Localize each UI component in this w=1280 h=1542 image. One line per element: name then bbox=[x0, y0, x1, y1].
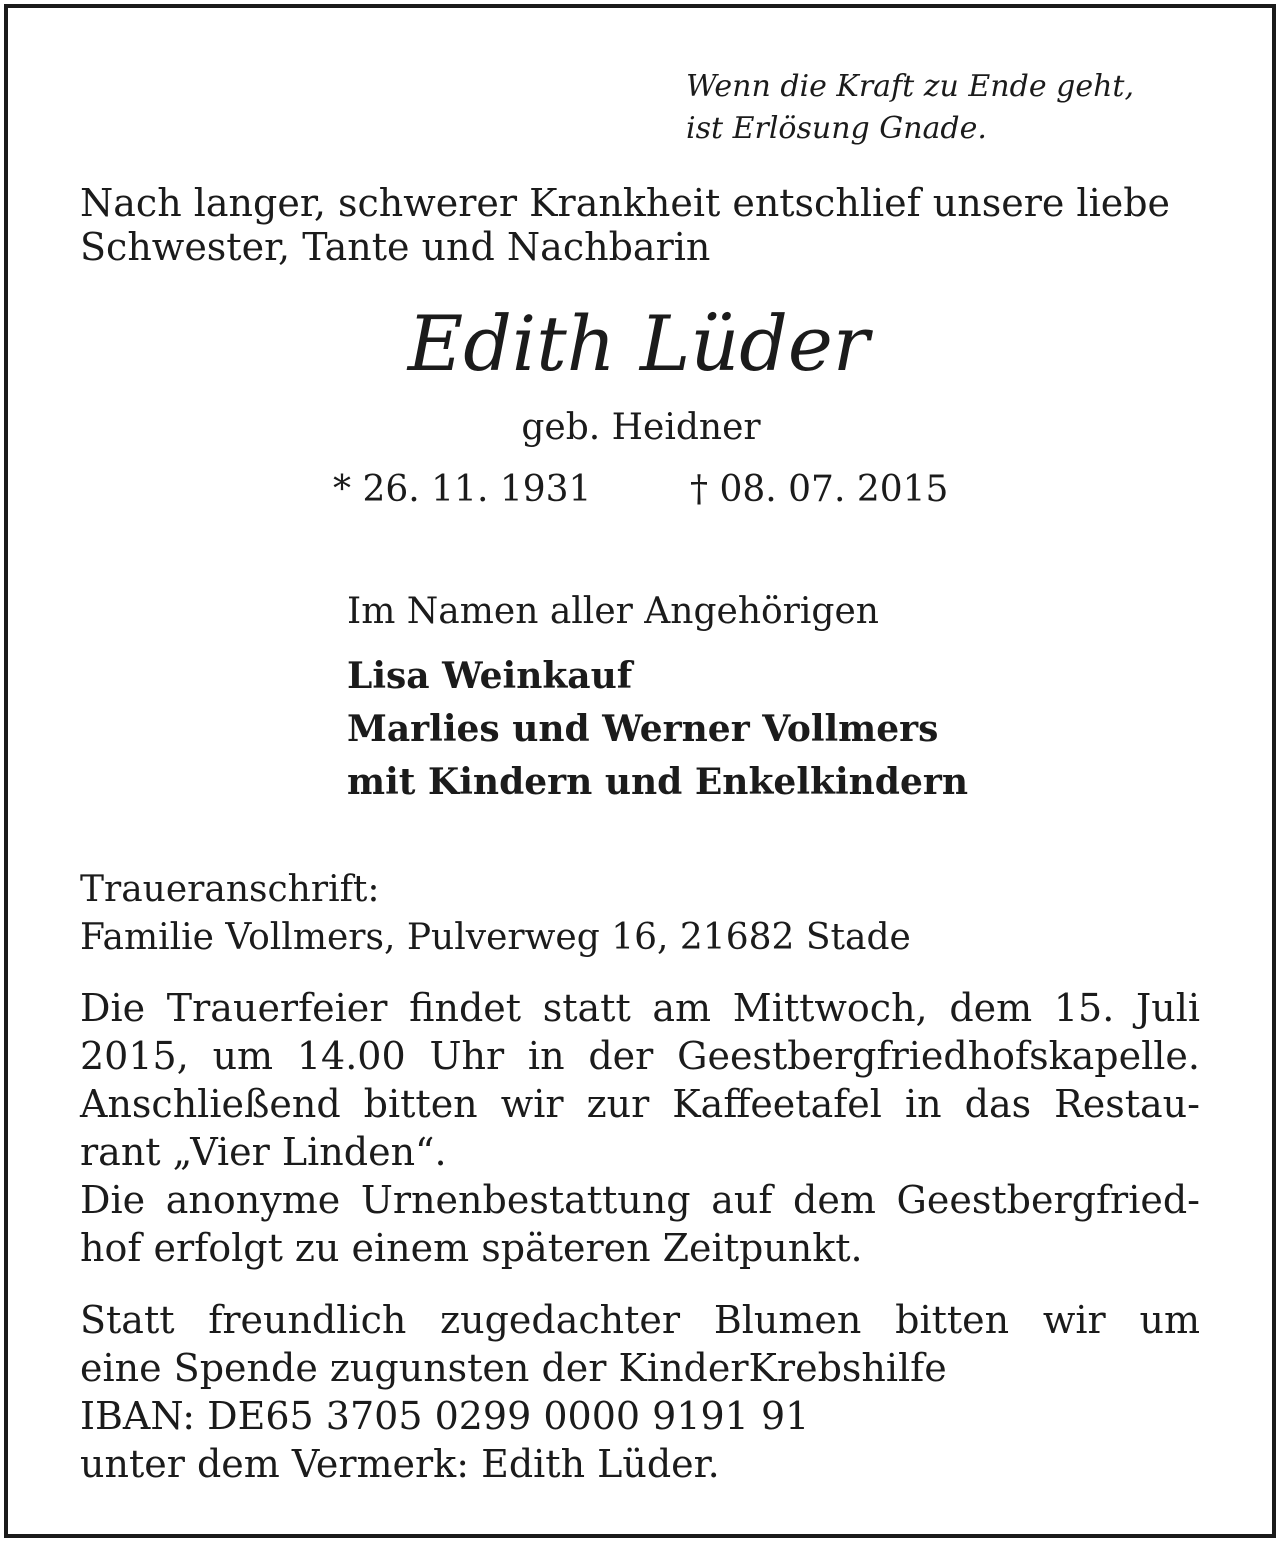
address-value: Familie Vollmers, Pulverweg 16, 21682 Stade bbox=[80, 917, 911, 958]
motto bbox=[686, 66, 1134, 150]
death-date: † 08. 07. 2015 bbox=[690, 469, 949, 510]
ceremony-line: rant „Vier Linden“. bbox=[80, 1130, 447, 1174]
ceremony-line: Anschließend bitten wir zur Kaffeetafel in das Restau- bbox=[80, 1082, 1200, 1126]
donation-line: Statt freundlich zugedachter Blumen bitten wir um bbox=[80, 1298, 1200, 1342]
ceremony-paragraph bbox=[80, 984, 1200, 1176]
mourners-list bbox=[347, 650, 968, 809]
mourner-name: Lisa Weinkauf bbox=[347, 655, 633, 697]
motto-line: ist Erlösung Gnade. bbox=[686, 111, 987, 146]
intro-text bbox=[80, 181, 1170, 269]
burial-line: Die anonyme Urnenbestattung auf dem Geestbergfried- bbox=[80, 1178, 1200, 1222]
intro-line: Nach langer, schwerer Krankheit entschlief unsere liebe bbox=[80, 181, 1171, 225]
mourner-name: Marlies und Werner Vollmers bbox=[347, 708, 939, 750]
birth-date: * 26. 11. 1931 bbox=[333, 469, 592, 510]
donation-line: eine Spende zugunsten der KinderKrebshilfe bbox=[80, 1346, 947, 1390]
donation-paragraph bbox=[80, 1296, 1200, 1488]
mourners-intro: Im Namen aller Angehörigen bbox=[347, 591, 879, 632]
ceremony-line: 2015, um 14.00 Uhr in der Geestbergfriedhofskapelle. bbox=[80, 1034, 1200, 1078]
address-label: Traueranschrift: bbox=[80, 869, 380, 910]
motto-line: Wenn die Kraft zu Ende geht, bbox=[686, 69, 1134, 104]
burial-line: hof erfolgt zu einem späteren Zeitpunkt. bbox=[80, 1226, 863, 1270]
intro-line: Schwester, Tante und Nachbarin bbox=[80, 225, 711, 269]
donation-line: unter dem Vermerk: Edith Lüder. bbox=[80, 1442, 720, 1486]
mourner-name: mit Kindern und Enkelkindern bbox=[347, 761, 969, 803]
mourning-address bbox=[80, 866, 911, 962]
burial-paragraph bbox=[80, 1176, 1200, 1272]
birth-name: geb. Heidner bbox=[521, 407, 761, 448]
deceased-name: Edith Lüder bbox=[407, 299, 870, 388]
ceremony-line: Die Trauerfeier findet statt am Mittwoch, dem 15. Juli bbox=[80, 986, 1200, 1030]
iban-line: IBAN: DE65 3705 0299 0000 9191 91 bbox=[80, 1394, 810, 1438]
